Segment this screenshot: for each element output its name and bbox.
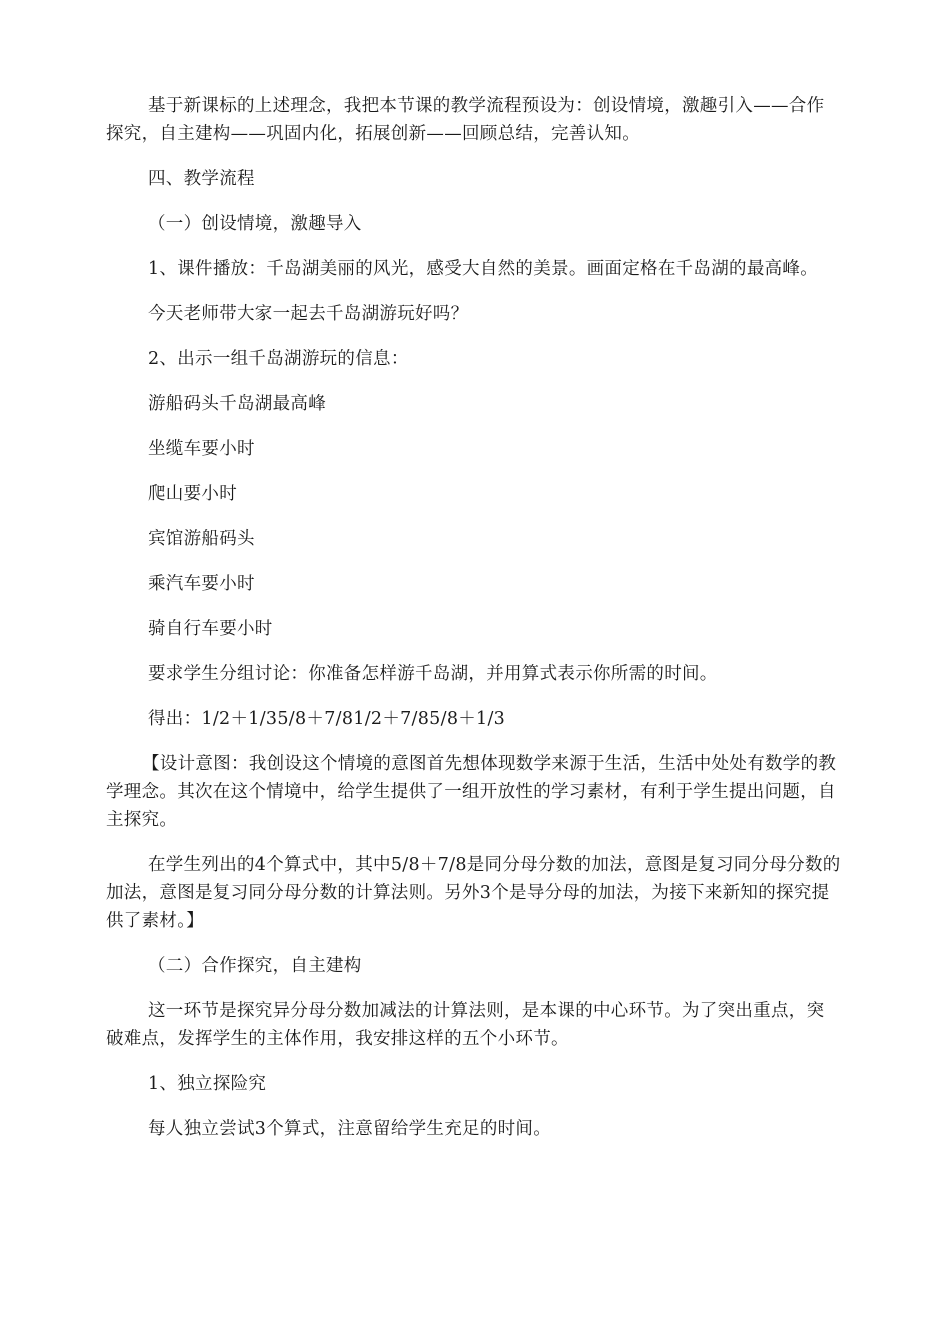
paragraph-design-intent: 【设计意图：我创设这个情境的意图首先想体现数学来源于生活，生活中处处有数学的教学理念。其次在这个情境中，给学生提供了一组开放性的学习素材，有利于学生提出问题，自主探究。 [106,754,837,830]
paragraph-question: 今天老师带大家一起去千岛湖游玩好吗？ [148,304,469,324]
paragraph-intro: 基于新课标的上述理念，我把本节课的教学流程预设为：创设情境，激趣引入——合作探究，自主建构——巩固内化，拓展创新——回顾总结，完善认知。 [106,96,825,144]
paragraph-result: 得出：1/2＋1/35/8＋7/81/2＋7/85/8＋1/3 [148,709,506,729]
paragraph-independent-try: 每人独立尝试3个算式，注意留给学生充足的时间。 [148,1119,552,1139]
subsection-heading-2: （二）合作探究，自主建构 [148,956,362,976]
paragraph-step-1: 1、独立探险究 [148,1074,267,1094]
paragraph-info-heading: 2、出示一组千岛湖游玩的信息： [148,349,409,369]
paragraph-discussion: 要求学生分组讨论：你准备怎样游千岛湖，并用算式表示你所需的时间。 [148,664,718,684]
info-line-4: 宾馆游船码头 [148,529,255,549]
paragraph-formulas: 在学生列出的4个算式中，其中5/8＋7/8是同分母分数的加法，意图是复习同分母分数的加法，意图是复习同分母分数的计算法则。另外3个是导分母的加法，为接下来新知的探究提供了素材。】 [106,855,841,931]
info-line-2: 坐缆车要小时 [148,439,255,459]
info-line-5: 乘汽车要小时 [148,574,255,594]
section-heading-teaching-process: 四、教学流程 [148,169,255,189]
subsection-heading-1: （一）创设情境，激趣导入 [148,214,362,234]
paragraph-core-link: 这一环节是探究异分母分数加减法的计算法则，是本课的中心环节。为了突出重点，突破难点，发挥学生的主体作用，我安排这样的五个小环节。 [106,1001,825,1049]
info-line-3: 爬山要小时 [148,484,237,504]
paragraph-courseware: 1、课件播放：千岛湖美丽的风光，感受大自然的美景。画面定格在千岛湖的最高峰。 [148,259,819,279]
info-line-6: 骑自行车要小时 [148,619,273,639]
info-line-1: 游船码头千岛湖最高峰 [148,394,326,414]
document-body [106,92,842,1160]
